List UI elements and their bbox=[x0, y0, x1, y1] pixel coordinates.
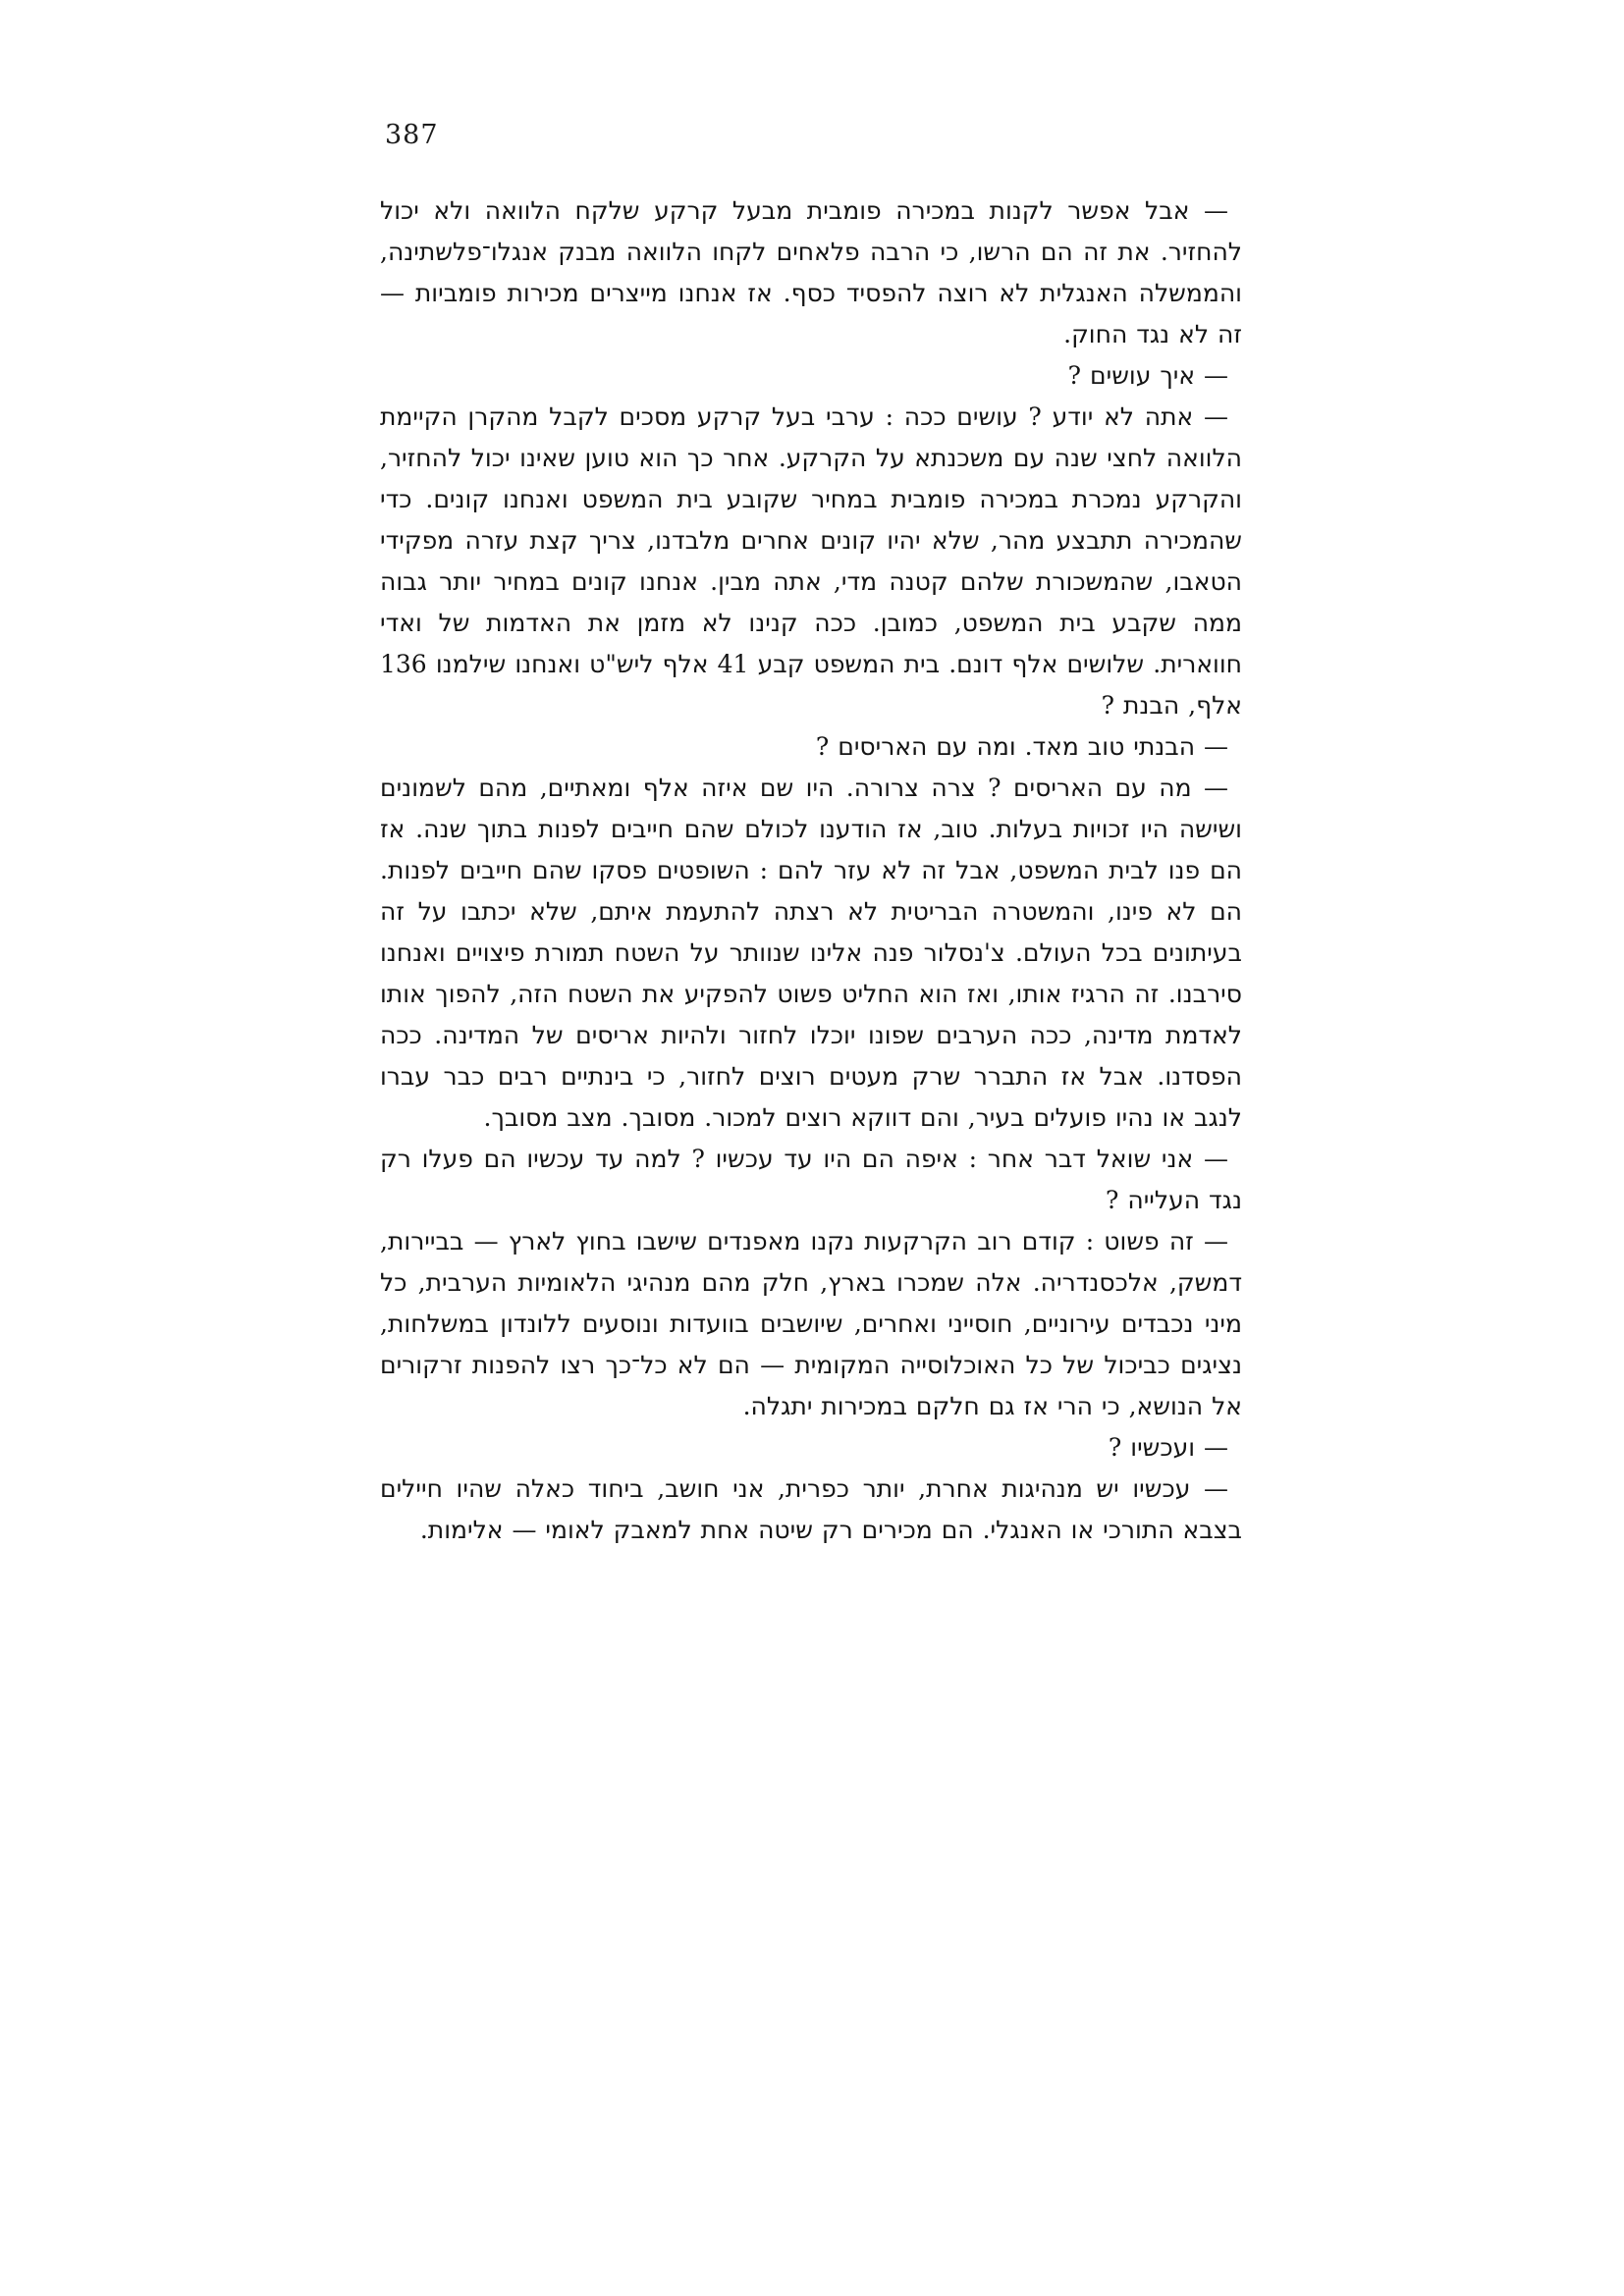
dialogue-paragraph-7: — זה פשוט : קודם רוב הקרקעות נקנו מאפנדים שישבו בחוץ לארץ — בביירות, דמשק, אלכסנדריה. אלה שמכרו בארץ, חלק מהם מנהיגי הלאומיות הערבית, כל מיני נכבדים עירוניים, חוסייני ואחרים, שיושבים בוועדות ונוסעים ללונדון במשלחות, נציגים כביכול של כל האוכלוסייה המקומית — הם לא כל־כך רצו להפנות זרקורים אל הנושא, כי הרי אז גם חלקם במכירות יתגלה. bbox=[380, 1227, 1242, 1420]
dialogue-paragraph-5: — מה עם האריסים ? צרה צרורה. היו שם איזה אלף ומאתיים, מהם לשמונים ושישה היו זכויות בעלות. טוב, אז הודענו לכולם שהם חייבים לפנות בתוך שנה. אז הם פנו לבית המשפט, אבל זה לא עזר להם : השופטים פסקו שהם חייבים לפנות. הם לא פינו, והמשטרה הבריטית לא רצתה להתעמת איתם, שלא יכתבו על זה בעיתונים בכל העולם. צ'נסלור פנה אלינו שנוותר על השטח תמורת פיצויים ואנחנו סירבנו. זה הרגיז אותו, ואז הוא החליט פשוט להפקיע את השטח הזה, להפוך אותו לאדמת מדינה, ככה הערבים שפונו יוכלו לחזור ולהיות אריסים של המדינה. ככה הפסדנו. אבל אז התברר שרק מעטים רוצים לחזור, כי בינתיים רבים כבר עברו לנגב או נהיו פועלים בעיר, והם דווקא רוצים למכור. מסובך. מצב מסובך. bbox=[380, 774, 1243, 1132]
text-block bbox=[380, 190, 1242, 1551]
dialogue-paragraph-2: — איך עושים ? bbox=[1067, 361, 1228, 390]
dialogue-paragraph-6: — אני שואל דבר אחר : איפה הם היו עד עכשיו ? למה עד עכשיו הם פעלו רק נגד העלייה ? bbox=[380, 1145, 1242, 1214]
dialogue-paragraph-8: — ועכשיו ? bbox=[1108, 1433, 1228, 1462]
dialogue-paragraph-3: — אתה לא יודע ? עושים ככה : ערבי בעל קרקע מסכים לקבל מהקרן הקיימת הלוואה לחצי שנה עם משכנתא על הקרקע. אחר כך הוא טוען שאינו יכול להחזיר, והקרקע נמכרת במכירה פומבית במחיר שקובע בית המשפט ואנחנו קונים. כדי שהמכירה תתבצע מהר, שלא יהיו קונים אחרים מלבדנו, צריך קצת עזרה מפקידי הטאבו, שהמשכורת שלהם קטנה מדי, אתה מבין. אנחנו קונים במחיר יותר גבוה ממה שקבע בית המשפט, כמובן. ככה קנינו לא מזמן את האדמות של ואדי חווארית. שלושים אלף דונם. בית המשפט קבע 41 אלף ליש"ט ואנחנו שילמנו 136 אלף, הבנת ? bbox=[380, 402, 1242, 720]
page-number: 387 bbox=[385, 120, 439, 150]
dialogue-paragraph-4: — הבנתי טוב מאד. ומה עם האריסים ? bbox=[815, 732, 1228, 761]
dialogue-paragraph-9: — עכשיו יש מנהיגות אחרת, יותר כפרית, אני חושב, ביחוד כאלה שהיו חיילים בצבא התורכי או האנגלי. הם מכירים רק שיטה אחת למאבק לאומי — אלימות. bbox=[380, 1474, 1242, 1544]
dialogue-paragraph-1: — אבל אפשר לקנות במכירה פומבית מבעל קרקע שלקח הלוואה ולא יכול להחזיר. את זה הם הרשו, כי הרבה פלאחים לקחו הלוואה מבנק אנגלו־פלשתינה, והממשלה האנגלית לא רוצה להפסיד כסף. אז אנחנו מייצרים מכירות פומביות — זה לא נגד החוק. bbox=[380, 196, 1242, 348]
